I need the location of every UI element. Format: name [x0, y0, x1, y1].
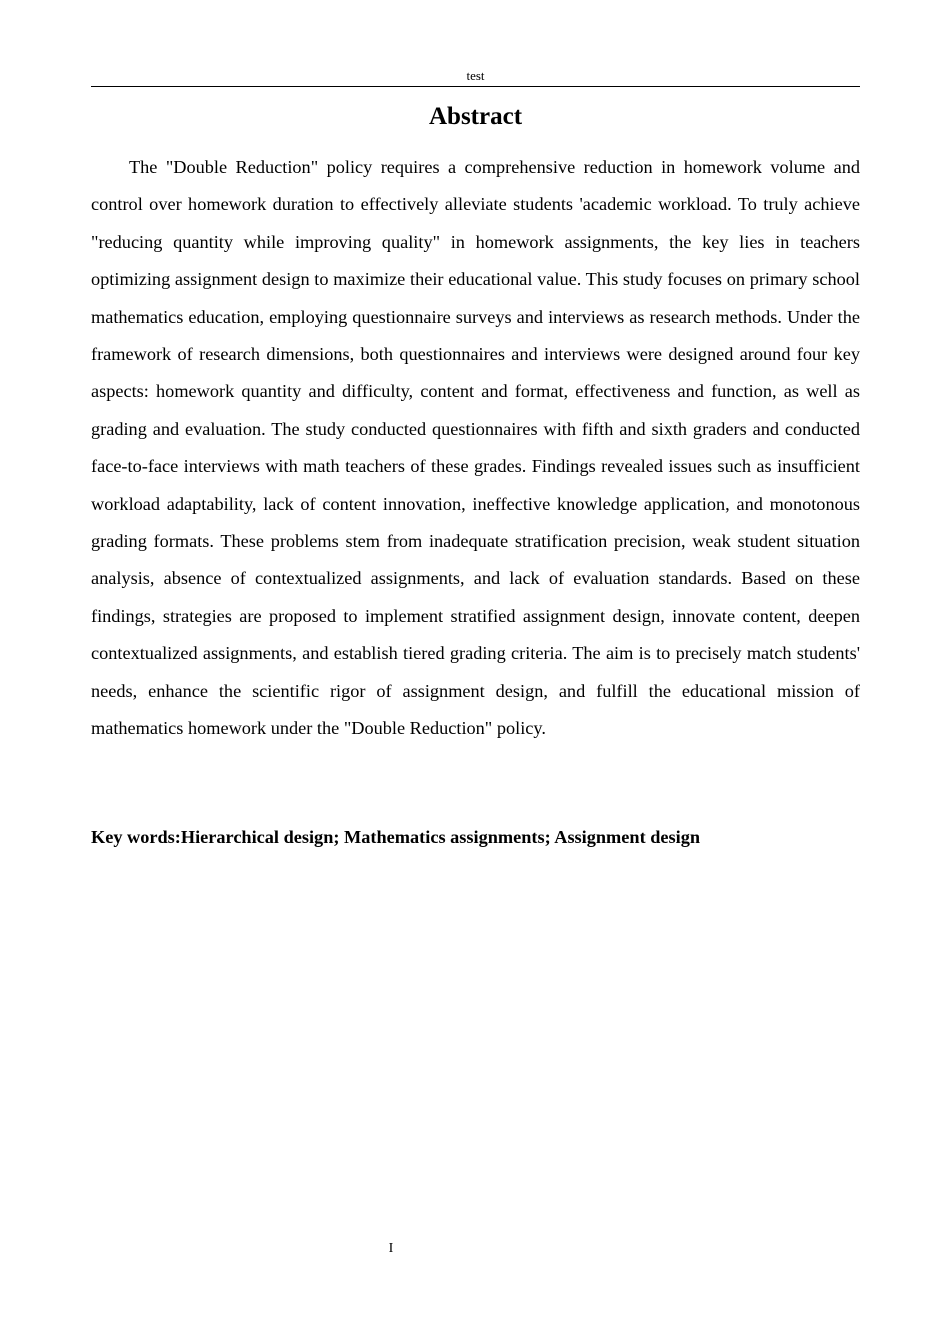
running-header: test: [466, 68, 485, 83]
header-divider: [91, 86, 860, 87]
keywords-line: Key words:Hierarchical design; Mathematics assignments; Assignment design: [91, 827, 701, 847]
abstract-body: The "Double Reduction" policy requires a comprehensive reduction in homework volume and control over homework duration to effectively alleviate students 'academic workload. To truly achieve "reducing quantity while improving quality" in homework assignments, the key lies in teachers optimizing assignment design to maximize their educational value. This study focuses on primary school mathematics education, employing questionnaire surveys and interviews as research methods. Under the framework of research dimensions, both questionnaires and interviews were designed around four key aspects: homework quantity and difficulty, content and format, effectiveness and function, as well as grading and evaluation. The study conducted questionnaires with fifth and sixth graders and conducted face-to-face interviews with math teachers of these grades. Findings revealed issues such as insufficient workload adaptability, lack of content innovation, ineffective knowledge application, and monotonous grading formats. These problems stem from inadequate stratification precision, weak student situation analysis, absence of contextualized assignments, and lack of evaluation standards. Based on these findings, strategies are proposed to implement stratified assignment design, innovate content, deepen contextualized assignments, and establish tiered grading criteria. The aim is to precisely match students' needs, enhance the scientific rigor of assignment design, and fulfill the educational mission of mathematics homework under the "Double Reduction" policy.: [91, 157, 860, 739]
page-number: I: [388, 1241, 394, 1256]
abstract-title: Abstract: [428, 103, 523, 130]
